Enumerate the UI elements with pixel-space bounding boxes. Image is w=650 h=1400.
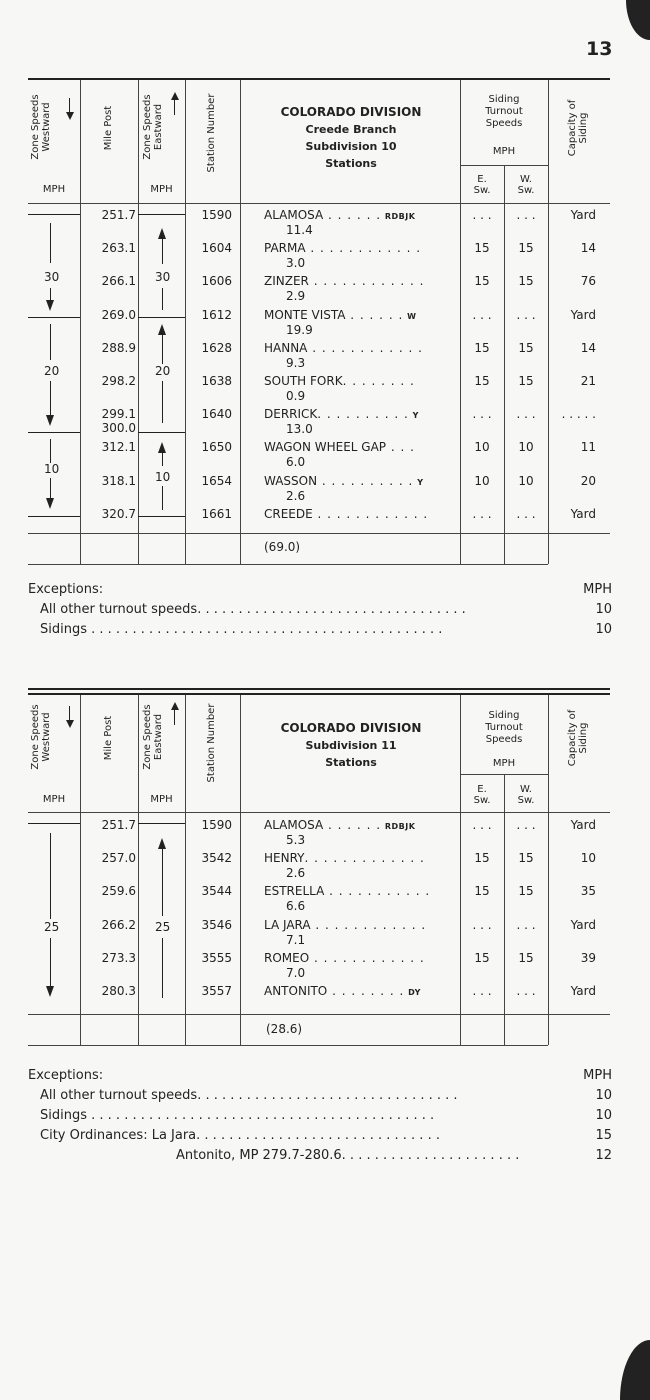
mile-post: 318.1 [101, 473, 136, 488]
mile-post: 263.1 [101, 241, 136, 256]
zone-speed-east: 10 [155, 470, 171, 484]
mile-post-header: Mile Post [103, 105, 114, 151]
west-switch-speed: . . . [516, 307, 536, 322]
distance-to-next: 2.9 [286, 289, 306, 304]
exception-value: 10 [595, 1088, 612, 1103]
west-switch-speed: 15 [518, 950, 534, 965]
west-switch-speed: . . . [516, 917, 536, 932]
station-number: 1612 [201, 307, 232, 322]
station-number: 1640 [201, 407, 232, 422]
east-switch-speed: 15 [474, 950, 490, 965]
west-switch-header: W. Sw. [517, 174, 535, 196]
exception-item: City Ordinances: La Jara. . . . . . . . . . . . . . . . . . . . . . . . . . . . . . [40, 1128, 440, 1143]
west-switch-speed: . . . [516, 506, 536, 521]
east-switch-speed: 15 [474, 241, 490, 256]
station-number: 1654 [201, 473, 232, 488]
station-number: 1638 [201, 374, 232, 388]
distance-to-next: 9.3 [286, 355, 306, 370]
mile-post: 269.0 [101, 307, 136, 322]
distance-to-next: 2.6 [286, 488, 306, 503]
distance-to-next: 11.4 [286, 223, 313, 237]
timetable-subdivision-10 [28, 78, 610, 568]
mph-header: MPH [492, 758, 516, 769]
exception-item: All other turnout speeds. . . . . . . . . . . . . . . . . . . . . . . . . . . . . . . . . [40, 602, 466, 617]
east-switch-speed: 10 [474, 473, 490, 488]
zone-speeds-westward-header: Zone Speeds Westward [30, 704, 52, 770]
zone-speed-east: 20 [155, 364, 171, 378]
mile-post: 251.7 [101, 818, 136, 832]
arrow-down-icon [66, 720, 74, 728]
capacity-of-siding-header: Capacity of Siding [567, 99, 589, 157]
mile-post: 280.3 [101, 984, 136, 998]
station-number: 1650 [201, 440, 232, 455]
mile-post: 259.6 [101, 884, 136, 899]
west-switch-speed: 10 [518, 473, 534, 488]
exception-item: Sidings . . . . . . . . . . . . . . . . . . . . . . . . . . . . . . . . . . . . . . . . . . [40, 1108, 435, 1123]
east-switch-speed: 15 [474, 340, 490, 355]
exception-item: Sidings . . . . . . . . . . . . . . . . . . . . . . . . . . . . . . . . . . . . . . . . . . . [40, 622, 443, 637]
mile-post: 251.7 [101, 208, 136, 222]
east-switch-speed: . . . [472, 208, 492, 222]
east-switch-speed: 15 [474, 274, 490, 289]
station-name: DERRICK. . . . . . . . . . Y [264, 407, 419, 422]
mile-post: 273.3 [101, 950, 136, 965]
east-switch-speed: 10 [474, 440, 490, 455]
distance-to-next: 6.0 [286, 455, 306, 470]
zone-speed-west: 20 [44, 364, 60, 378]
mph-label: MPH [583, 1068, 612, 1083]
siding-capacity: 10 [580, 851, 596, 866]
station-number: 3544 [201, 884, 232, 899]
mph-header: MPH [492, 146, 516, 157]
exception-value: 10 [595, 622, 612, 637]
arrow-up-icon [171, 92, 179, 100]
station-number: 1590 [201, 208, 232, 222]
siding-capacity: Yard [570, 984, 596, 998]
mile-post: 320.7 [101, 506, 136, 521]
siding-capacity: 21 [580, 374, 596, 388]
arrow-down-icon [46, 300, 54, 311]
page-number: 13 [586, 38, 613, 60]
station-name: CREEDE . . . . . . . . . . . . [264, 506, 429, 521]
distance-to-next: 2.6 [286, 866, 306, 881]
mph-header: MPH [42, 794, 66, 805]
distance-to-next: 7.1 [286, 932, 306, 947]
distance-to-next: 5.3 [286, 833, 306, 847]
station-name: ANTONITO . . . . . . . . DY [264, 984, 421, 998]
west-switch-header: W. Sw. [517, 784, 535, 806]
east-switch-speed: . . . [472, 307, 492, 322]
mile-post: 298.2 [101, 374, 136, 388]
east-switch-header: E. Sw. [473, 174, 491, 196]
station-number-header: Station Number [206, 703, 217, 783]
station-number: 1604 [201, 241, 232, 256]
mph-header: MPH [150, 184, 173, 195]
zone-speeds-eastward-header: Zone Speeds Eastward [142, 94, 164, 160]
east-switch-speed: . . . [472, 984, 492, 998]
page-corner-shadow [620, 1340, 650, 1400]
table-top-rule [28, 78, 610, 80]
west-switch-speed: 10 [518, 440, 534, 455]
station-name: MONTE VISTA . . . . . . W [264, 307, 417, 322]
station-number-header: Station Number [206, 93, 217, 173]
siding-capacity: Yard [570, 506, 596, 521]
total-distance: (69.0) [264, 540, 301, 554]
mile-post: 299.1 [101, 407, 136, 422]
zone-speed-west: 25 [44, 920, 60, 934]
station-number: 1606 [201, 274, 232, 289]
exception-value: 10 [595, 1108, 612, 1123]
capacity-of-siding-header: Capacity of Siding [567, 709, 589, 767]
exception-item: All other turnout speeds. . . . . . . . . . . . . . . . . . . . . . . . . . . . . . . . [40, 1088, 458, 1103]
station-number: 1628 [201, 340, 232, 355]
division-title: COLORADO DIVISION Creede Branch Subdivision 10 Stations [280, 105, 422, 170]
west-switch-speed: . . . [516, 407, 536, 422]
west-switch-speed: 15 [518, 241, 534, 256]
west-switch-speed: 15 [518, 340, 534, 355]
station-name: HENRY. . . . . . . . . . . . . [264, 851, 425, 866]
mile-post: 288.9 [101, 340, 136, 355]
exception-value: 15 [595, 1128, 612, 1143]
mile-post-header: Mile Post [103, 715, 114, 761]
station-name: ALAMOSA . . . . . . RDBJK [264, 208, 416, 222]
distance-to-next: 7.0 [286, 965, 306, 980]
exception-item: Antonito, MP 279.7-280.6. . . . . . . . . . . . . . . . . . . . . . [176, 1148, 520, 1163]
exception-value: 10 [595, 602, 612, 617]
station-name: ROMEO . . . . . . . . . . . . [264, 950, 425, 965]
distance-to-next: 3.0 [286, 256, 306, 271]
siding-capacity: . . . . . [561, 407, 596, 422]
east-switch-speed: . . . [472, 506, 492, 521]
arrow-down-icon [46, 415, 54, 426]
siding-capacity: 14 [580, 340, 596, 355]
mile-post: 300.0 [101, 421, 136, 436]
exceptions-subdivision-10 [28, 582, 612, 642]
zone-speed-east: 30 [155, 270, 171, 284]
mile-post: 266.1 [101, 274, 136, 289]
west-switch-speed: . . . [516, 818, 536, 832]
page-corner-shadow [626, 0, 650, 40]
station-name: LA JARA . . . . . . . . . . . . [264, 917, 427, 932]
mile-post: 257.0 [101, 851, 136, 866]
station-name: PARMA . . . . . . . . . . . . [264, 241, 422, 256]
east-switch-speed: 15 [474, 851, 490, 866]
siding-capacity: Yard [570, 818, 596, 832]
station-number: 1661 [201, 506, 232, 521]
station-number: 1590 [201, 818, 232, 832]
exception-value: 12 [595, 1148, 612, 1163]
zone-speed-west: 30 [44, 270, 60, 284]
siding-capacity: 20 [580, 473, 596, 488]
west-switch-speed: 15 [518, 374, 534, 388]
east-switch-header: E. Sw. [473, 784, 491, 806]
siding-capacity: Yard [570, 208, 596, 222]
station-number: 3546 [201, 917, 232, 932]
siding-capacity: 11 [580, 440, 596, 455]
distance-to-next: 0.9 [286, 389, 306, 403]
east-switch-speed: . . . [472, 407, 492, 422]
station-name: WAGON WHEEL GAP . . . [264, 440, 415, 455]
arrow-down-icon [46, 986, 54, 997]
distance-to-next: 13.0 [286, 422, 313, 437]
mile-post: 312.1 [101, 440, 136, 455]
station-name: WASSON . . . . . . . . . . Y [264, 473, 424, 488]
zone-speeds-westward-header: Zone Speeds Westward [30, 94, 52, 160]
west-switch-speed: 15 [518, 884, 534, 899]
station-number: 3542 [201, 851, 232, 866]
east-switch-speed: 15 [474, 374, 490, 388]
siding-capacity: Yard [570, 917, 596, 932]
total-distance: (28.6) [266, 1022, 303, 1036]
table-top-rule [28, 693, 610, 695]
east-switch-speed: 15 [474, 884, 490, 899]
siding-capacity: 35 [580, 884, 596, 899]
arrow-down-icon [66, 112, 74, 120]
east-switch-speed: . . . [472, 818, 492, 832]
siding-turnout-speeds-header: Siding Turnout Speeds [485, 710, 523, 745]
siding-capacity: Yard [570, 307, 596, 322]
zone-speed-east: 25 [155, 920, 171, 934]
exceptions-subdivision-11 [28, 1068, 612, 1168]
station-name: HANNA . . . . . . . . . . . . [264, 340, 423, 355]
west-switch-speed: 15 [518, 274, 534, 289]
arrow-up-icon [171, 702, 179, 710]
mph-header: MPH [42, 184, 66, 195]
siding-capacity: 14 [580, 241, 596, 256]
station-number: 3555 [201, 950, 232, 965]
east-switch-speed: . . . [472, 917, 492, 932]
mile-post: 266.2 [101, 917, 136, 932]
distance-to-next: 6.6 [286, 899, 306, 914]
station-name: ALAMOSA . . . . . . RDBJK [264, 818, 416, 832]
table-top-rule [28, 688, 610, 690]
distance-to-next: 19.9 [286, 322, 313, 337]
timetable-subdivision-11 [28, 688, 610, 1048]
west-switch-speed: . . . [516, 984, 536, 998]
zone-speed-west: 10 [44, 462, 60, 476]
exceptions-heading: Exceptions: [28, 1068, 104, 1083]
west-switch-speed: . . . [516, 208, 536, 222]
station-name: ESTRELLA . . . . . . . . . . . [264, 884, 431, 899]
siding-capacity: 76 [580, 274, 596, 289]
zone-speeds-eastward-header: Zone Speeds Eastward [142, 704, 164, 770]
arrow-down-icon [46, 498, 54, 509]
station-name: SOUTH FORK. . . . . . . . [264, 374, 415, 388]
siding-turnout-speeds-header: Siding Turnout Speeds [485, 94, 523, 129]
siding-capacity: 39 [580, 950, 596, 965]
mph-header: MPH [150, 794, 173, 805]
station-name: ZINZER . . . . . . . . . . . . [264, 274, 425, 289]
exceptions-heading: Exceptions: [28, 582, 104, 597]
west-switch-speed: 15 [518, 851, 534, 866]
division-title: COLORADO DIVISION Subdivision 11 Stations [280, 721, 422, 769]
station-number: 3557 [201, 984, 232, 998]
mph-label: MPH [583, 582, 612, 597]
